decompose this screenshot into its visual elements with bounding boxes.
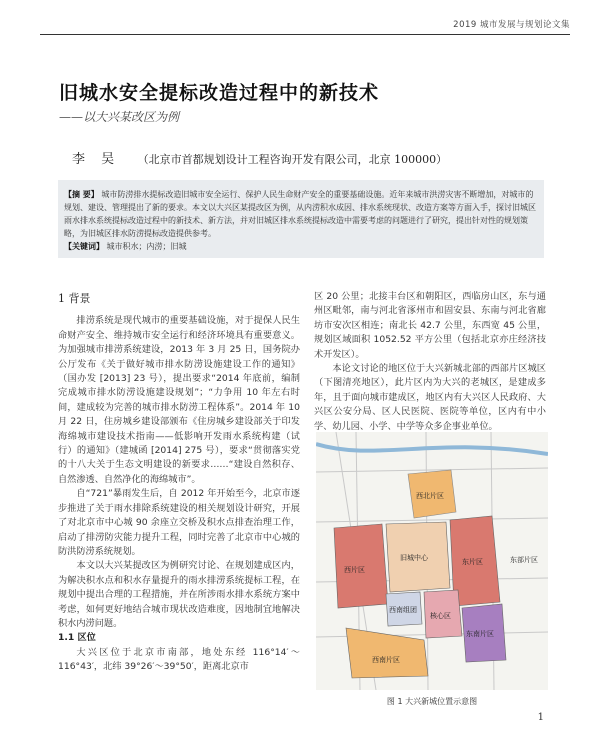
body-paragraph: 排涝系统是现代城市的重要基础设施，对于提保人民生命财产安全、维持城市安全运行和经济环境具有重要意义。为加强城市排涝系统建设，2013 年 3 月 25 日，国务院办公厅发布《关于做好城市排水防涝设施建设工作的通知》（国办发 [2013] 23 号），提出要求“2014 年底前，编制完成城市排水防涝设施建设规划”；“力争用 10 年左右时间，建成较为完善的城市排水防涝工程体系”。2014 年 10 月 22 日，住房城乡建设部颁布《住房城乡建设部关于印发海绵城市建设技术指南——低影响开发雨水系统构建（试行）的通知》（建城函 [2014] 275 号），要求“贯彻落实党的十八大关于生态文明建设的新要求……“建设自然积存、自然渗透、自然净化的海绵城市”。 (58, 315, 300, 485)
abstract-label: 【摘 要】 (64, 190, 99, 199)
subsection-heading-location: 1.1 区位 (58, 632, 96, 644)
label-northwest: 西北片区 (416, 492, 444, 500)
journal-series: 2019 城市发展与规划论文集 (453, 20, 570, 30)
body-paragraph: 区 20 公里；北接丰台区和朝阳区，西临房山区，东与通州区毗邻，南与河北省涿州市和固安县、东南与河北省廊坊市安次区相连；南北长 42.7 公里，东西宽 45 公里，规划区域面积 1052.52 平方公里（包括北京亦庄经济技术开发区）。 (314, 291, 546, 360)
page-number: 1 (537, 712, 544, 723)
label-small-southwest: 西南组团 (389, 606, 417, 614)
body-paragraph: 自“721”暴雨发生后，自 2012 年开始至今，北京市逐步推进了关于雨水排除系统建设的相关规划设计研究，开展了对北京市中心城 90 余座立交桥及积水点排查治理工作，启动了排涝防灾能力提升工程，同时完善了北京市中心城的防洪防涝系统规划。 (58, 488, 300, 557)
figure-caption: 图 1 大兴新城位置示意图 (386, 697, 478, 706)
abstract-box (58, 180, 544, 258)
abstract-text: 城市防涝排水提标改造旧城市安全运行、保护人民生命财产安全的重要基础设施。近年来城市洪涝灾害不断增加，对城市的规划、建设、管理提出了新的要求。本文以大兴区某提改区为例，从内涝积水成因、排水系统现状、改造方案等方面入手，探讨旧城区雨水排水系统提标改造过程中的新技术、新方法，并对旧城区排水系统提标改造中需要考虑的问题进行了研究，提出针对性的规划策略，为旧城区排水防涝提标改造提供参考。 (64, 190, 536, 238)
section-heading-background: 1 背景 (58, 292, 91, 305)
body-paragraph: 大兴区位于北京市南部，地处东经 116°14′～116°43′，北纬 39°26′～39°50′，距离北京市 (58, 646, 300, 673)
author-affiliation: （北京市首都规划设计工程咨询开发有限公司，北京 100000） (137, 153, 448, 166)
author-line (72, 148, 447, 167)
label-old-center: 旧城中心 (400, 554, 428, 562)
district-location-map (316, 432, 548, 690)
abstract-paragraph (64, 188, 538, 240)
label-core: 核心区 (430, 612, 451, 620)
label-west: 西片区 (344, 566, 365, 574)
left-column (58, 292, 300, 675)
label-east-far: 东部片区 (510, 556, 538, 564)
keywords-text: 城市积水；内涝；旧城 (106, 242, 187, 251)
header-divider (40, 34, 570, 35)
body-paragraph: 本论文讨论的地区位于大兴新城北部的西部片区城区（下图清亮地区），此片区内为大兴的老城区，是建成多年，且于面向城市建成区，地区内有大兴区人民政府、大兴区公安分局、区人民医院、医院等单位，区内有中小学、幼儿园、小学、中学等众多企事业单位。 (314, 363, 546, 432)
label-southeast: 东南片区 (466, 630, 494, 638)
right-column (314, 290, 546, 434)
keywords-line (64, 240, 538, 253)
article-title: 旧城水安全提标改造过程中的新技术 (59, 82, 380, 104)
label-south: 西南片区 (372, 656, 400, 664)
keywords-label: 【关键词】 (64, 242, 104, 251)
article-subtitle: ——以大兴某改区为例 (59, 110, 180, 124)
body-paragraph: 本文以大兴某提改区为例研究讨论、在规划建成区内，为解决积水点和积水存量提升的雨水排涝系统提标工程，在规划中提出合理的工程措施，并在所涉雨水排水系统方案中考虑，如何更好地结合城市现状改造难度，因地制宜地解决积水内涝问题。 (58, 560, 300, 629)
author-name: 李 吴 (72, 152, 121, 167)
label-east: 东片区 (462, 558, 483, 566)
